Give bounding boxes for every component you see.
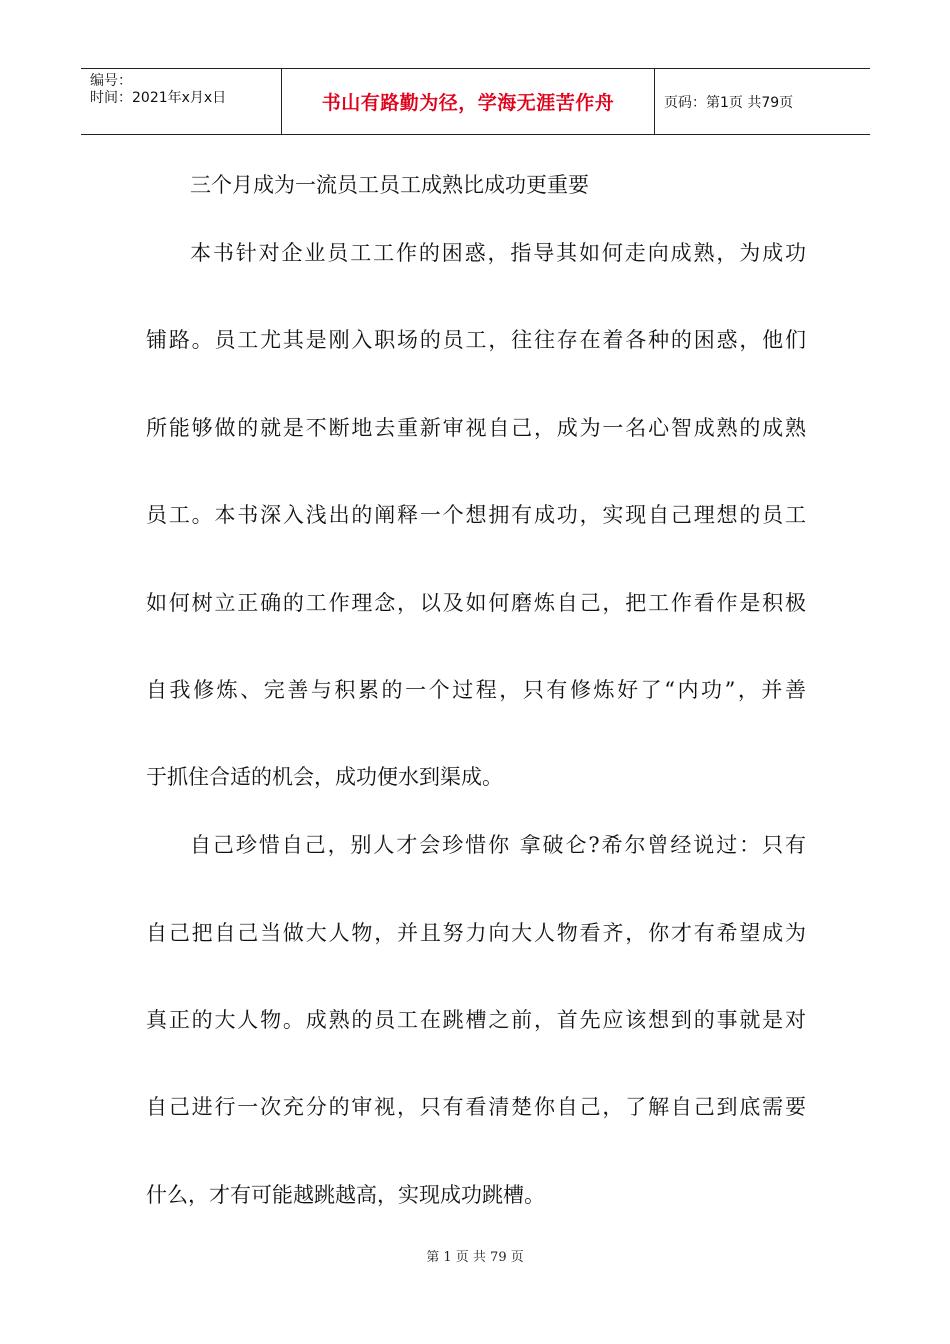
paragraph-line: 真正的大人物。成熟的员工在跳槽之前，首先应该想到的事就是对 bbox=[146, 1008, 806, 1032]
paragraph-line: 自己珍惜自己，别人才会珍惜你 拿破仑?希尔曾经说过：只有 bbox=[190, 833, 806, 857]
header-page-number: 页码：第1页 共79页 bbox=[664, 94, 794, 111]
document-number-label: 编号： bbox=[90, 73, 132, 89]
paragraph-line: 铺路。员工尤其是刚入职场的员工，往往存在着各种的困惑，他们 bbox=[146, 328, 806, 352]
paragraph-line: 如何树立正确的工作理念，以及如何磨炼自己，把工作看作是积极 bbox=[146, 591, 806, 615]
paragraph-line: 什么，才有可能越跳越高，实现成功跳槽。 bbox=[146, 1183, 545, 1207]
paragraph-line: 于抓住合适的机会，成功便水到渠成。 bbox=[146, 765, 503, 789]
paragraph-line: 自己进行一次充分的审视，只有看清楚你自己，了解自己到底需要 bbox=[146, 1095, 806, 1119]
paragraph-line: 所能够做的就是不断地去重新审视自己，成为一名心智成熟的成熟 bbox=[146, 416, 806, 440]
document-header bbox=[81, 68, 870, 135]
paragraph-line: 员工。本书深入浅出的阐释一个想拥有成功，实现自己理想的员工 bbox=[146, 503, 806, 527]
document-date-label: 时间：2021年x月x日 bbox=[90, 90, 227, 106]
header-motto: 书山有路勤为径，学海无涯苦作舟 bbox=[321, 92, 615, 114]
paragraph-line: 自我修炼、完善与积累的一个过程，只有修炼好了“内功”，并善 bbox=[146, 678, 806, 702]
page-footer: 第 1 页 共 79 页 bbox=[426, 1250, 524, 1265]
paragraph-line: 自己把自己当做大人物，并且努力向大人物看齐，你才有希望成为 bbox=[146, 921, 806, 945]
header-meta bbox=[81, 69, 281, 134]
paragraph-line: 本书针对企业员工工作的困惑，指导其如何走向成熟，为成功 bbox=[190, 241, 806, 265]
document-title: 三个月成为一流员工员工成熟比成功更重要 bbox=[190, 173, 589, 197]
